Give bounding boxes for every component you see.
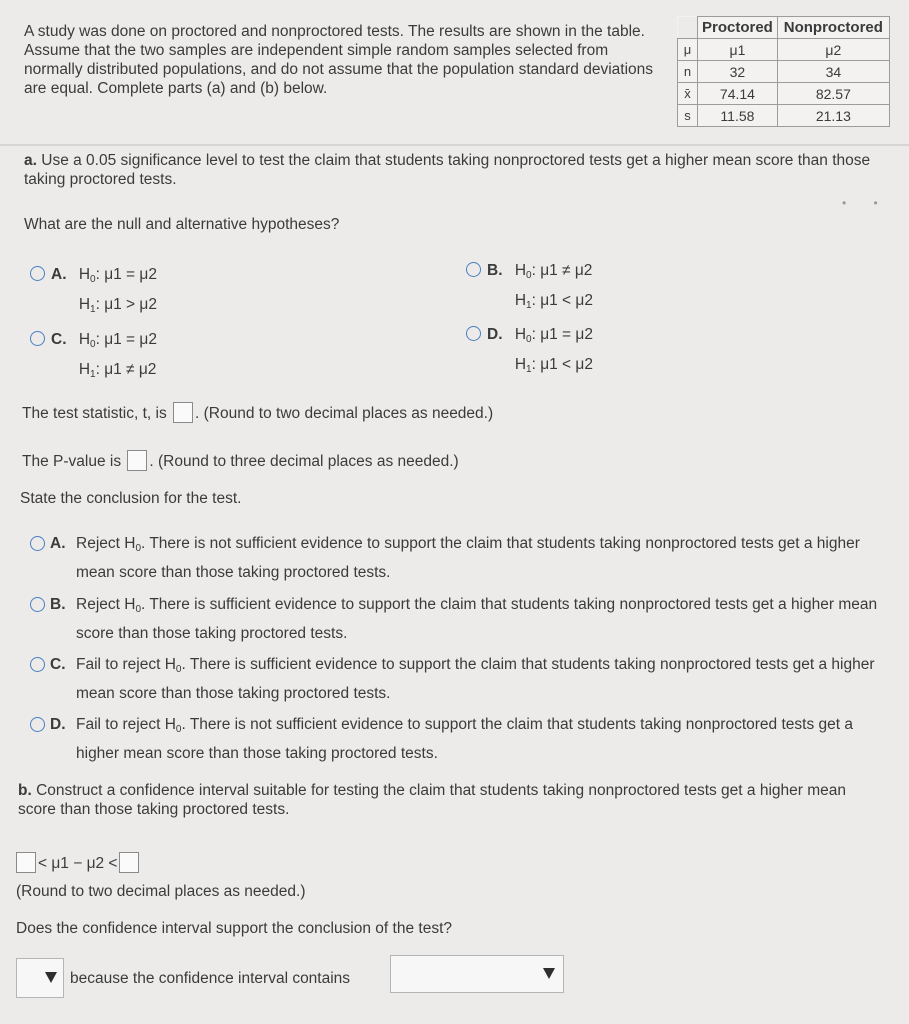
h0-subscript: 0 bbox=[526, 334, 532, 345]
h1-symbol: H bbox=[78, 361, 91, 378]
option-letter: A. bbox=[50, 535, 66, 552]
option-letter: B. bbox=[50, 596, 66, 613]
conclusion-option-d[interactable] bbox=[30, 713, 890, 766]
option-letter: D. bbox=[487, 326, 503, 343]
p-value-hint: . (Round to three decimal places as needed.) bbox=[149, 453, 459, 470]
conclusion-question: State the conclusion for the test. bbox=[20, 490, 242, 507]
section-divider bbox=[0, 144, 909, 146]
radio-option-d[interactable] bbox=[466, 326, 481, 341]
dropdown-arrow-icon bbox=[543, 968, 555, 979]
hypothesis-pair: $H_0$: μ1 ≠ μ2 $H_1$: μ1 < μ2 bbox=[514, 262, 593, 311]
radio-option-b[interactable] bbox=[466, 262, 481, 277]
h1-symbol: H bbox=[514, 292, 527, 309]
cell: 11.58 bbox=[698, 105, 778, 127]
more-options-icon[interactable]: • • bbox=[842, 196, 890, 210]
radio-conclusion-a[interactable] bbox=[30, 536, 45, 551]
alt-hypothesis: μ1 ≠ μ2 bbox=[104, 361, 157, 378]
part-b-prompt bbox=[18, 781, 888, 819]
contains-dropdown[interactable] bbox=[390, 955, 564, 993]
option-letter: B. bbox=[487, 262, 503, 279]
null-hypothesis: μ1 = μ2 bbox=[104, 331, 157, 348]
hypothesis-pair: $H_0$: μ1 = μ2 $H_1$: μ1 ≠ μ2 bbox=[78, 331, 157, 380]
conclusion-option-a[interactable] bbox=[30, 532, 890, 585]
h0-subscript: 0 bbox=[526, 270, 532, 281]
conclusion-text: . There is sufficient evidence to support the claim that students taking nonproctored tests get a higher mean score than those taking proctored tests. bbox=[76, 596, 878, 642]
conclusion-option-b[interactable] bbox=[30, 593, 890, 646]
h0-subscript: 0 bbox=[90, 274, 96, 285]
h0-symbol: H bbox=[514, 262, 527, 279]
radio-option-a[interactable] bbox=[30, 266, 45, 281]
support-dropdown[interactable] bbox=[16, 958, 64, 998]
cell: 82.57 bbox=[777, 83, 889, 105]
alt-hypothesis: μ1 < μ2 bbox=[540, 356, 593, 373]
part-b-text: Construct a confidence interval suitable for testing the claim that students taking nonproctored tests get a higher mean score than those taking proctored tests. bbox=[18, 782, 846, 818]
h0-subscript: 0 bbox=[175, 664, 182, 675]
h0-subscript: 0 bbox=[90, 339, 96, 350]
conclusion-text: . There is not sufficient evidence to support the claim that students taking nonproctored tests get a higher mean score than those taking proctored tests. bbox=[76, 535, 860, 581]
ci-upper-input[interactable] bbox=[119, 852, 139, 873]
hypothesis-pair: $H_0$: μ1 = μ2 $H_1$: μ1 < μ2 bbox=[514, 326, 593, 375]
null-hypothesis: μ1 = μ2 bbox=[540, 326, 593, 343]
part-a-label: a. bbox=[24, 152, 37, 169]
p-value-line bbox=[22, 450, 459, 471]
because-text: because the confidence interval contains bbox=[70, 970, 351, 987]
conclusion-option-c[interactable] bbox=[30, 653, 890, 706]
h0-symbol: H bbox=[78, 266, 91, 283]
ci-expression: < μ1 − μ2 < bbox=[38, 855, 118, 872]
dropdown-arrow-icon bbox=[45, 972, 57, 983]
row-label: s bbox=[678, 105, 698, 127]
part-a-prompt bbox=[24, 151, 884, 189]
h1-subscript: 1 bbox=[90, 304, 96, 315]
h1-symbol: H bbox=[78, 296, 91, 313]
conclusion-verb: Fail to reject H bbox=[76, 716, 176, 733]
ci-round-note: (Round to two decimal places as needed.) bbox=[16, 883, 306, 900]
part-a-text: Use a 0.05 significance level to test the claim that students taking nonproctored tests get a higher mean score than those taking proctored tests. bbox=[24, 152, 871, 188]
test-statistic-input[interactable] bbox=[173, 402, 193, 423]
confidence-interval-line bbox=[16, 852, 141, 873]
alt-hypothesis: μ1 > μ2 bbox=[104, 296, 157, 313]
row-label: μ bbox=[678, 39, 698, 61]
cell: μ1 bbox=[698, 39, 778, 61]
conclusion-verb: Reject H bbox=[76, 535, 136, 552]
alt-hypothesis: μ1 < μ2 bbox=[540, 292, 593, 309]
null-hypothesis: μ1 ≠ μ2 bbox=[540, 262, 593, 279]
header-nonproctored: Nonproctored bbox=[777, 17, 889, 39]
cell: μ2 bbox=[777, 39, 889, 61]
option-letter: A. bbox=[51, 266, 67, 283]
option-letter: C. bbox=[51, 331, 67, 348]
h1-symbol: H bbox=[514, 356, 527, 373]
hypotheses-question: What are the null and alternative hypotheses? bbox=[24, 216, 340, 233]
null-hypothesis: μ1 = μ2 bbox=[104, 266, 157, 283]
p-value-label: The P-value is bbox=[22, 453, 122, 470]
hypothesis-option-a[interactable] bbox=[30, 264, 157, 322]
support-question: Does the confidence interval support the conclusion of the test? bbox=[16, 920, 452, 937]
data-table bbox=[677, 16, 890, 127]
test-statistic-line bbox=[22, 402, 493, 423]
table-row bbox=[678, 83, 890, 105]
row-label: x̄ bbox=[678, 83, 698, 105]
h0-subscript: 0 bbox=[135, 543, 141, 554]
problem-intro: A study was done on proctored and nonproctored tests. The results are shown in the table. Assume that the two samples are independent simple random samples selected from normally distributed populations, and do not assume that the population standard deviations are equal. Complete parts (a) and (b) below. bbox=[24, 23, 654, 97]
h1-subscript: 1 bbox=[526, 300, 532, 311]
table-row bbox=[678, 61, 890, 83]
hypothesis-option-c[interactable] bbox=[30, 329, 157, 387]
h0-subscript: 0 bbox=[135, 604, 141, 615]
cell: 34 bbox=[777, 61, 889, 83]
test-statistic-label: The test statistic, t, is bbox=[22, 405, 167, 422]
table-row bbox=[678, 105, 890, 127]
radio-conclusion-d[interactable] bbox=[30, 717, 45, 732]
cell: 32 bbox=[698, 61, 778, 83]
h1-subscript: 1 bbox=[526, 364, 532, 375]
h0-symbol: H bbox=[514, 326, 527, 343]
header-proctored: Proctored bbox=[698, 17, 778, 39]
p-value-input[interactable] bbox=[127, 450, 147, 471]
cell: 21.13 bbox=[777, 105, 889, 127]
h0-symbol: H bbox=[78, 331, 91, 348]
row-label: n bbox=[678, 61, 698, 83]
conclusion-verb: Reject H bbox=[76, 596, 136, 613]
cell: 74.14 bbox=[698, 83, 778, 105]
table-row bbox=[678, 39, 890, 61]
radio-conclusion-b[interactable] bbox=[30, 597, 45, 612]
hypothesis-option-d[interactable] bbox=[466, 324, 593, 382]
h1-subscript: 1 bbox=[90, 369, 96, 380]
h0-subscript: 0 bbox=[175, 724, 182, 735]
test-statistic-hint: . (Round to two decimal places as needed.) bbox=[195, 405, 494, 422]
radio-conclusion-c[interactable] bbox=[30, 657, 45, 672]
hypothesis-pair: $H_0$: μ1 = μ2 $H_1$: μ1 > μ2 bbox=[78, 266, 157, 315]
conclusion-text: . There is sufficient evidence to support the claim that students taking nonproctored tests get a higher mean score than those taking proctored tests. bbox=[76, 656, 875, 702]
part-b-label: b. bbox=[18, 782, 32, 799]
option-letter: D. bbox=[50, 716, 66, 733]
conclusion-verb: Fail to reject H bbox=[76, 656, 176, 673]
conclusion-text: . There is not sufficient evidence to support the claim that students taking nonproctored tests get a higher mean score than those taking proctored tests. bbox=[76, 716, 853, 762]
option-letter: C. bbox=[50, 656, 66, 673]
radio-option-c[interactable] bbox=[30, 331, 45, 346]
hypothesis-option-b[interactable] bbox=[466, 260, 593, 318]
ci-lower-input[interactable] bbox=[16, 852, 36, 873]
